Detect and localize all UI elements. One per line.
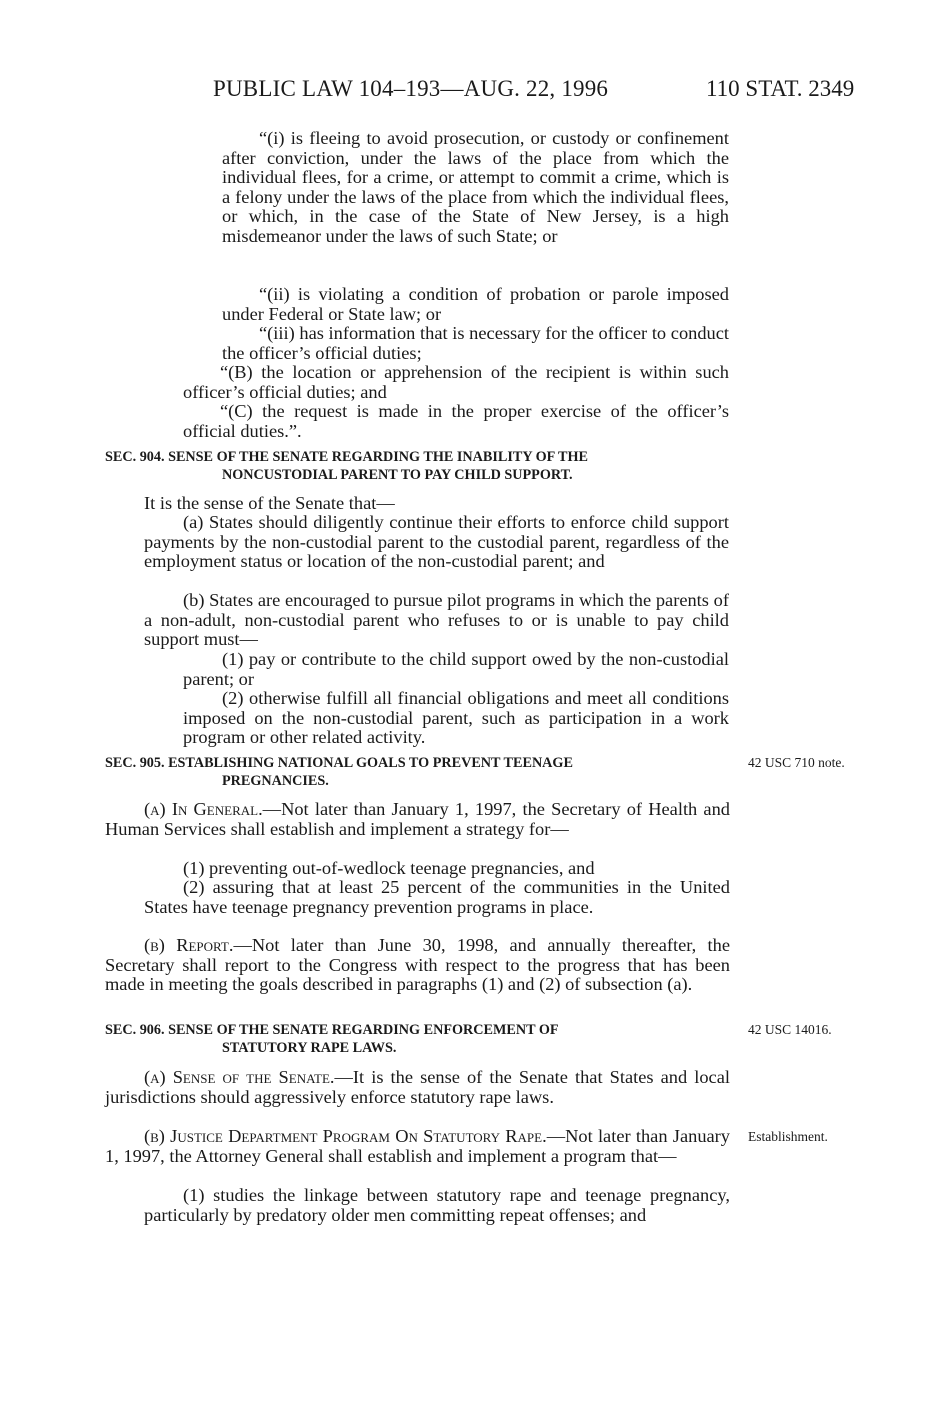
section-906-a: [105, 1068, 730, 1107]
section-906-b1: (1) studies the linkage between statutory rape and teenage pregnancy, particularly by predatory older men committing repeat offenses; and: [144, 1185, 730, 1225]
section-906-heading-line2: STATUTORY RAPE LAWS.: [222, 1040, 397, 1056]
clause-b: “(B) the location or apprehension of the recipient is within such officer’s official duties; and: [183, 362, 729, 402]
clause-ii: “(ii) is violating a condition of probation or parole imposed under Federal or State law; or: [222, 284, 729, 324]
section-904-b: (b) States are encouraged to pursue pilot programs in which the parents of a non-adult, non-custodial parent who refuses to or is unable to pay child support must—: [144, 590, 729, 650]
section-906-b-label: (b) Justice Department Program On Statutory Rape.: [144, 1126, 547, 1146]
section-905-a: [105, 800, 730, 839]
section-906-heading-line1: SEC. 906. SENSE OF THE SENATE REGARDING ENFORCEMENT OF: [105, 1022, 559, 1038]
section-904-a: (a) States should diligently continue their efforts to enforce child support payments by the non-custodial parent to the custodial parent, regardless of the employment status or location of the non-custodial parent; and: [144, 512, 729, 572]
section-905-a1: (1) preventing out-of-wedlock teenage pregnancies, and: [183, 858, 595, 878]
clause-iii: “(iii) has information that is necessary for the officer to conduct the officer’s official duties;: [222, 323, 729, 363]
section-904-b2: (2) otherwise fulfill all financial obligations and meet all conditions imposed on the non-custodial parent, such as participation in a work program or other related activity.: [183, 688, 729, 748]
section-905-heading-line1: SEC. 905. ESTABLISHING NATIONAL GOALS TO PREVENT TEENAGE: [105, 755, 573, 771]
section-906-a-label: (a) Sense of the Senate.: [144, 1067, 335, 1087]
section-904-heading: [105, 448, 730, 484]
running-header-title: PUBLIC LAW 104–193—AUG. 22, 1996: [213, 76, 609, 101]
section-905-margin-note: 42 USC 710 note.: [748, 755, 845, 770]
section-905-a2: (2) assuring that at least 25 percent of the communities in the United States have teenage pregnancy prevention programs in place.: [144, 877, 730, 917]
section-904-heading-line1: SEC. 904. SENSE OF THE SENATE REGARDING THE INABILITY OF THE: [105, 449, 589, 465]
section-905-a-label: (a) In General.: [144, 799, 263, 819]
running-header-page-number: 110 STAT. 2349: [706, 76, 855, 101]
section-905-b: [105, 936, 730, 995]
section-905-heading-line2: PREGNANCIES.: [222, 773, 329, 789]
section-904-b1: (1) pay or contribute to the child support owed by the non-custodial parent; or: [183, 649, 729, 689]
clause-i: “(i) is fleeing to avoid prosecution, or custody or confinement after conviction, under the laws of the place from which the individual flees, for a crime, or attempt to commit a crime, which is a felony under the laws of the place from which the individual flees, or which, in the case of the State of New Jersey, is a high misdemeanor under the laws of such State; or: [222, 128, 729, 246]
section-906-heading: [105, 1021, 730, 1057]
section-906-b-text: —Not later than January 1, 1997, the Attorney General shall establish and implement a program that—: [105, 1126, 730, 1166]
section-905-b-label: (b) Report.: [144, 935, 234, 955]
section-906-b-margin-note: Establishment.: [748, 1129, 828, 1144]
clause-c: “(C) the request is made in the proper exercise of the officer’s official duties.”.: [183, 401, 729, 441]
section-904-intro: It is the sense of the Senate that—: [144, 493, 395, 513]
section-906-margin-note: 42 USC 14016.: [748, 1022, 832, 1037]
section-906-a-text: —It is the sense of the Senate that States and local jurisdictions should aggressively enforce statutory rape laws.: [105, 1067, 730, 1107]
section-906-b: [105, 1127, 730, 1166]
section-904-heading-line2: NONCUSTODIAL PARENT TO PAY CHILD SUPPORT.: [222, 467, 573, 483]
section-905-heading: [105, 754, 730, 790]
section-905-a-text: —Not later than January 1, 1997, the Secretary of Health and Human Services shall establish and implement a strategy for—: [105, 799, 730, 839]
section-905-b-text: —Not later than June 30, 1998, and annually thereafter, the Secretary shall report to the Congress with respect to the progress that has been made in meeting the goals described in paragraphs (1) and (2) of subsection (a).: [105, 935, 730, 995]
